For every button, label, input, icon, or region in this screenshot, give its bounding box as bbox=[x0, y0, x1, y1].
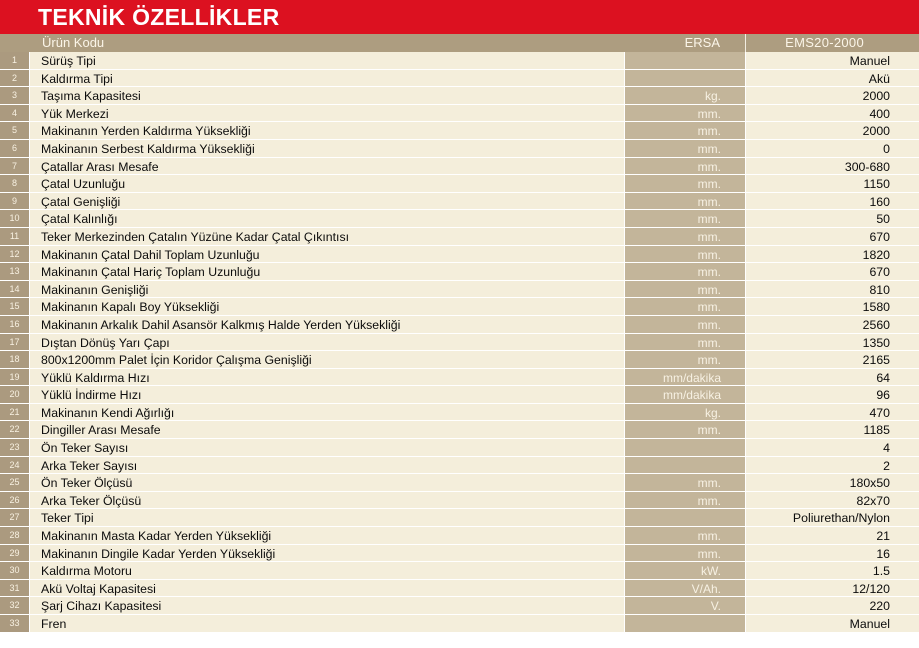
unit-cell bbox=[625, 509, 746, 526]
spec-value: 4 bbox=[883, 441, 890, 456]
row-number: 33 bbox=[0, 615, 29, 632]
row-number: 5 bbox=[0, 122, 29, 139]
product-code-label: Ürün Kodu bbox=[42, 35, 105, 50]
spec-unit: mm. bbox=[697, 493, 721, 508]
spec-value: 2560 bbox=[862, 317, 890, 332]
value-cell bbox=[746, 562, 919, 579]
spec-unit: mm. bbox=[697, 124, 721, 139]
spec-value: 1150 bbox=[863, 177, 890, 192]
spec-value: 180x50 bbox=[849, 476, 890, 491]
row-number: 32 bbox=[0, 597, 29, 614]
spec-value: 670 bbox=[869, 265, 890, 280]
spec-value: 2000 bbox=[862, 124, 890, 139]
spec-value: 96 bbox=[876, 388, 890, 403]
table-row bbox=[0, 281, 919, 299]
spec-label-cell bbox=[30, 597, 625, 614]
spec-label: Arka Teker Ölçüsü bbox=[41, 493, 142, 508]
row-number: 2 bbox=[0, 70, 29, 87]
row-number: 11 bbox=[0, 228, 29, 245]
unit-cell bbox=[625, 421, 746, 438]
table-row bbox=[0, 545, 919, 563]
row-number: 29 bbox=[0, 545, 29, 562]
spec-label-cell bbox=[30, 492, 625, 509]
spec-label: Makinanın Genişliği bbox=[41, 282, 149, 297]
spec-value: 300-680 bbox=[844, 159, 890, 174]
spec-unit: V/Ah. bbox=[691, 581, 721, 596]
spec-label-cell bbox=[30, 298, 625, 315]
table-row bbox=[0, 316, 919, 334]
value-cell bbox=[746, 545, 919, 562]
value-cell bbox=[746, 105, 919, 122]
table-row bbox=[0, 334, 919, 352]
spec-label-cell bbox=[30, 263, 625, 280]
spec-value: 12/120 bbox=[852, 581, 890, 596]
unit-cell bbox=[625, 457, 746, 474]
spec-label: Makinanın Kapalı Boy Yüksekliği bbox=[41, 300, 220, 315]
value-cell bbox=[746, 597, 919, 614]
spec-label-cell bbox=[30, 457, 625, 474]
spec-label-cell bbox=[30, 439, 625, 456]
unit-cell bbox=[625, 210, 746, 227]
spec-label: Yüklü Kaldırma Hızı bbox=[41, 370, 150, 385]
value-cell bbox=[746, 457, 919, 474]
row-number: 21 bbox=[0, 404, 29, 421]
spec-label-cell bbox=[30, 474, 625, 491]
spec-value: 470 bbox=[869, 405, 890, 420]
value-cell bbox=[746, 263, 919, 280]
spec-unit: mm. bbox=[697, 300, 721, 315]
spec-value: 1580 bbox=[862, 300, 890, 315]
spec-value: Akü bbox=[868, 71, 890, 86]
value-cell bbox=[746, 298, 919, 315]
table-header bbox=[0, 34, 919, 52]
value-cell bbox=[746, 615, 919, 632]
value-cell bbox=[746, 158, 919, 175]
value-cell bbox=[746, 580, 919, 597]
unit-cell bbox=[625, 439, 746, 456]
spec-label: Makinanın Çatal Hariç Toplam Uzunluğu bbox=[41, 265, 261, 280]
spec-value: 64 bbox=[876, 370, 890, 385]
row-number: 4 bbox=[0, 105, 29, 122]
spec-label: Makinanın Dingile Kadar Yerden Yüksekliği bbox=[41, 546, 276, 561]
spec-label-cell bbox=[30, 404, 625, 421]
title-bar bbox=[0, 0, 919, 34]
spec-label-cell bbox=[30, 210, 625, 227]
table-row bbox=[0, 369, 919, 387]
value-cell bbox=[746, 193, 919, 210]
spec-value: 82x70 bbox=[856, 493, 890, 508]
spec-unit: mm. bbox=[697, 546, 721, 561]
spec-label-cell bbox=[30, 105, 625, 122]
spec-table bbox=[0, 52, 919, 633]
spec-label-cell bbox=[30, 228, 625, 245]
spec-value: 2 bbox=[883, 458, 890, 473]
table-row bbox=[0, 492, 919, 510]
value-cell bbox=[746, 210, 919, 227]
row-number: 9 bbox=[0, 193, 29, 210]
row-number: 12 bbox=[0, 246, 29, 263]
value-cell bbox=[746, 281, 919, 298]
spec-label: Makinanın Çatal Dahil Toplam Uzunluğu bbox=[41, 247, 260, 262]
table-row bbox=[0, 439, 919, 457]
spec-label-cell bbox=[30, 122, 625, 139]
spec-label: Makinanın Serbest Kaldırma Yüksekliği bbox=[41, 141, 255, 156]
spec-label-cell bbox=[30, 316, 625, 333]
unit-cell bbox=[625, 492, 746, 509]
model-code: EMS20-2000 bbox=[785, 35, 864, 50]
spec-label-cell bbox=[30, 334, 625, 351]
spec-unit: mm. bbox=[697, 159, 721, 174]
table-row bbox=[0, 175, 919, 193]
spec-label-cell bbox=[30, 369, 625, 386]
spec-label: Makinanın Masta Kadar Yerden Yüksekliği bbox=[41, 529, 272, 544]
spec-value: 810 bbox=[869, 282, 890, 297]
spec-label: Taşıma Kapasitesi bbox=[41, 89, 141, 104]
spec-value: 16 bbox=[876, 546, 890, 561]
spec-unit: kW. bbox=[701, 564, 721, 579]
table-row bbox=[0, 421, 919, 439]
spec-label: Makinanın Arkalık Dahil Asansör Kalkmış Halde Yerden Yüksekliği bbox=[41, 317, 401, 332]
unit-cell bbox=[625, 597, 746, 614]
table-row bbox=[0, 580, 919, 598]
value-cell bbox=[746, 351, 919, 368]
spec-label-cell bbox=[30, 351, 625, 368]
spec-value: 50 bbox=[876, 212, 890, 227]
row-number: 15 bbox=[0, 298, 29, 315]
spec-value: 220 bbox=[869, 599, 890, 614]
row-number: 17 bbox=[0, 334, 29, 351]
spec-unit: kg. bbox=[704, 405, 721, 420]
spec-value: 670 bbox=[869, 229, 890, 244]
table-row bbox=[0, 158, 919, 176]
spec-value: 160 bbox=[869, 194, 890, 209]
table-row bbox=[0, 52, 919, 70]
spec-unit: mm. bbox=[697, 317, 721, 332]
spec-label: Kaldırma Tipi bbox=[41, 71, 113, 86]
table-row bbox=[0, 70, 919, 88]
row-number: 22 bbox=[0, 421, 29, 438]
spec-value: Manuel bbox=[849, 54, 890, 68]
spec-label-cell bbox=[30, 158, 625, 175]
table-row bbox=[0, 474, 919, 492]
spec-unit: mm/dakika bbox=[662, 370, 721, 385]
value-cell bbox=[746, 140, 919, 157]
value-cell bbox=[746, 52, 919, 69]
spec-label: Teker Merkezinden Çatalın Yüzüne Kadar Çatal Çıkıntısı bbox=[41, 229, 350, 244]
value-cell bbox=[746, 509, 919, 526]
unit-cell bbox=[625, 140, 746, 157]
value-cell bbox=[746, 70, 919, 87]
row-number: 7 bbox=[0, 158, 29, 175]
unit-cell bbox=[625, 545, 746, 562]
row-number: 18 bbox=[0, 351, 29, 368]
table-row bbox=[0, 87, 919, 105]
value-cell bbox=[746, 175, 919, 192]
value-cell bbox=[746, 334, 919, 351]
spec-label-cell bbox=[30, 246, 625, 263]
table-row bbox=[0, 562, 919, 580]
value-cell bbox=[746, 474, 919, 491]
table-row bbox=[0, 122, 919, 140]
spec-label-cell bbox=[30, 386, 625, 403]
unit-cell bbox=[625, 474, 746, 491]
spec-unit: mm. bbox=[697, 194, 721, 209]
spec-unit: mm. bbox=[697, 247, 721, 262]
unit-cell bbox=[625, 263, 746, 280]
row-number: 6 bbox=[0, 140, 29, 157]
spec-unit: mm/dakika bbox=[662, 388, 721, 403]
unit-cell bbox=[625, 52, 746, 69]
value-cell bbox=[746, 421, 919, 438]
unit-cell bbox=[625, 105, 746, 122]
value-cell bbox=[746, 228, 919, 245]
spec-value: 1185 bbox=[863, 423, 890, 438]
brand-label: ERSA bbox=[684, 35, 720, 50]
spec-label-cell bbox=[30, 281, 625, 298]
spec-label: Makinanın Kendi Ağırlığı bbox=[41, 405, 175, 420]
spec-label: Şarj Cihazı Kapasitesi bbox=[41, 599, 162, 614]
value-cell bbox=[746, 87, 919, 104]
unit-cell bbox=[625, 158, 746, 175]
unit-cell bbox=[625, 316, 746, 333]
table-row bbox=[0, 351, 919, 369]
spec-value: 1.5 bbox=[872, 564, 890, 579]
value-cell bbox=[746, 369, 919, 386]
spec-label: 800x1200mm Palet İçin Koridor Çalışma Genişliği bbox=[41, 353, 312, 368]
table-row bbox=[0, 210, 919, 228]
spec-label-cell bbox=[30, 175, 625, 192]
spec-label-cell bbox=[30, 615, 625, 632]
row-number: 20 bbox=[0, 386, 29, 403]
unit-cell bbox=[625, 122, 746, 139]
row-number: 28 bbox=[0, 527, 29, 544]
table-row bbox=[0, 105, 919, 123]
row-number: 13 bbox=[0, 263, 29, 280]
unit-cell bbox=[625, 562, 746, 579]
unit-cell bbox=[625, 580, 746, 597]
unit-cell bbox=[625, 175, 746, 192]
unit-cell bbox=[625, 298, 746, 315]
table-row bbox=[0, 386, 919, 404]
spec-label-cell bbox=[30, 52, 625, 69]
table-row bbox=[0, 509, 919, 527]
row-number: 23 bbox=[0, 439, 29, 456]
unit-cell bbox=[625, 246, 746, 263]
row-number: 10 bbox=[0, 210, 29, 227]
spec-label: Akü Voltaj Kapasitesi bbox=[41, 581, 156, 596]
row-number: 16 bbox=[0, 316, 29, 333]
spec-unit: mm. bbox=[697, 141, 721, 156]
table-row bbox=[0, 140, 919, 158]
value-cell bbox=[746, 492, 919, 509]
spec-label: Makinanın Yerden Kaldırma Yüksekliği bbox=[41, 124, 251, 139]
spec-label-cell bbox=[30, 140, 625, 157]
spec-unit: V. bbox=[710, 599, 721, 614]
unit-cell bbox=[625, 351, 746, 368]
row-number: 3 bbox=[0, 87, 29, 104]
spec-label: Çatal Kalınlığı bbox=[41, 212, 118, 227]
spec-unit: mm. bbox=[697, 177, 721, 192]
table-row bbox=[0, 404, 919, 422]
spec-label-cell bbox=[30, 70, 625, 87]
spec-unit: kg. bbox=[704, 89, 721, 104]
value-cell bbox=[746, 122, 919, 139]
spec-label-cell bbox=[30, 545, 625, 562]
row-number: 31 bbox=[0, 580, 29, 597]
table-row bbox=[0, 597, 919, 615]
spec-value: Manuel bbox=[849, 617, 890, 631]
unit-cell bbox=[625, 87, 746, 104]
row-number: 24 bbox=[0, 457, 29, 474]
spec-label-cell bbox=[30, 421, 625, 438]
spec-label-cell bbox=[30, 509, 625, 526]
spec-value: 1820 bbox=[862, 247, 890, 262]
spec-value: 2165 bbox=[862, 353, 890, 368]
table-row bbox=[0, 615, 919, 633]
spec-label: Dingiller Arası Mesafe bbox=[41, 423, 161, 438]
table-row bbox=[0, 193, 919, 211]
spec-unit: mm. bbox=[697, 353, 721, 368]
page-title: TEKNİK ÖZELLİKLER bbox=[38, 3, 280, 30]
unit-cell bbox=[625, 386, 746, 403]
spec-label: Dıştan Dönüş Yarı Çapı bbox=[41, 335, 170, 350]
table-row bbox=[0, 298, 919, 316]
spec-label: Teker Tipi bbox=[41, 511, 94, 526]
spec-value: 400 bbox=[869, 106, 890, 121]
row-number: 30 bbox=[0, 562, 29, 579]
spec-value: 21 bbox=[876, 529, 890, 544]
unit-cell bbox=[625, 281, 746, 298]
spec-label: Kaldırma Motoru bbox=[41, 564, 132, 579]
value-cell bbox=[746, 439, 919, 456]
spec-unit: mm. bbox=[697, 265, 721, 280]
spec-label: Çatallar Arası Mesafe bbox=[41, 159, 159, 174]
spec-label: Ön Teker Ölçüsü bbox=[41, 476, 133, 491]
spec-label-cell bbox=[30, 562, 625, 579]
spec-label: Yük Merkezi bbox=[41, 106, 109, 121]
spec-unit: mm. bbox=[697, 229, 721, 244]
spec-label-cell bbox=[30, 580, 625, 597]
unit-cell bbox=[625, 369, 746, 386]
table-row bbox=[0, 228, 919, 246]
spec-label-cell bbox=[30, 193, 625, 210]
spec-value: Poliurethan/Nylon bbox=[792, 511, 890, 526]
spec-label-cell bbox=[30, 527, 625, 544]
unit-cell bbox=[625, 228, 746, 245]
value-cell bbox=[746, 404, 919, 421]
table-row bbox=[0, 457, 919, 475]
spec-unit: mm. bbox=[697, 212, 721, 227]
row-number: 25 bbox=[0, 474, 29, 491]
spec-unit: mm. bbox=[697, 476, 721, 491]
spec-label: Fren bbox=[41, 617, 67, 631]
unit-cell bbox=[625, 193, 746, 210]
spec-unit: mm. bbox=[697, 423, 721, 438]
table-row bbox=[0, 263, 919, 281]
row-number: 19 bbox=[0, 369, 29, 386]
row-number: 27 bbox=[0, 509, 29, 526]
unit-cell bbox=[625, 404, 746, 421]
spec-label: Yüklü İndirme Hızı bbox=[41, 388, 142, 403]
spec-label: Çatal Uzunluğu bbox=[41, 177, 126, 192]
spec-label: Çatal Genişliği bbox=[41, 194, 121, 209]
value-cell bbox=[746, 246, 919, 263]
spec-label: Sürüş Tipi bbox=[41, 54, 96, 68]
unit-cell bbox=[625, 334, 746, 351]
table-row bbox=[0, 527, 919, 545]
unit-cell bbox=[625, 527, 746, 544]
spec-unit: mm. bbox=[697, 106, 721, 121]
value-cell bbox=[746, 527, 919, 544]
spec-label: Arka Teker Sayısı bbox=[41, 458, 138, 473]
table-row bbox=[0, 246, 919, 264]
row-number: 1 bbox=[0, 52, 29, 69]
row-number: 14 bbox=[0, 281, 29, 298]
spec-unit: mm. bbox=[697, 282, 721, 297]
spec-value: 1350 bbox=[862, 335, 890, 350]
spec-unit: mm. bbox=[697, 335, 721, 350]
value-cell bbox=[746, 386, 919, 403]
spec-value: 2000 bbox=[862, 89, 890, 104]
spec-label-cell bbox=[30, 87, 625, 104]
row-number: 26 bbox=[0, 492, 29, 509]
spec-label: Ön Teker Sayısı bbox=[41, 441, 129, 456]
value-cell bbox=[746, 316, 919, 333]
unit-cell bbox=[625, 70, 746, 87]
spec-unit: mm. bbox=[697, 529, 721, 544]
spec-value: 0 bbox=[883, 141, 890, 156]
unit-cell bbox=[625, 615, 746, 632]
row-number: 8 bbox=[0, 175, 29, 192]
